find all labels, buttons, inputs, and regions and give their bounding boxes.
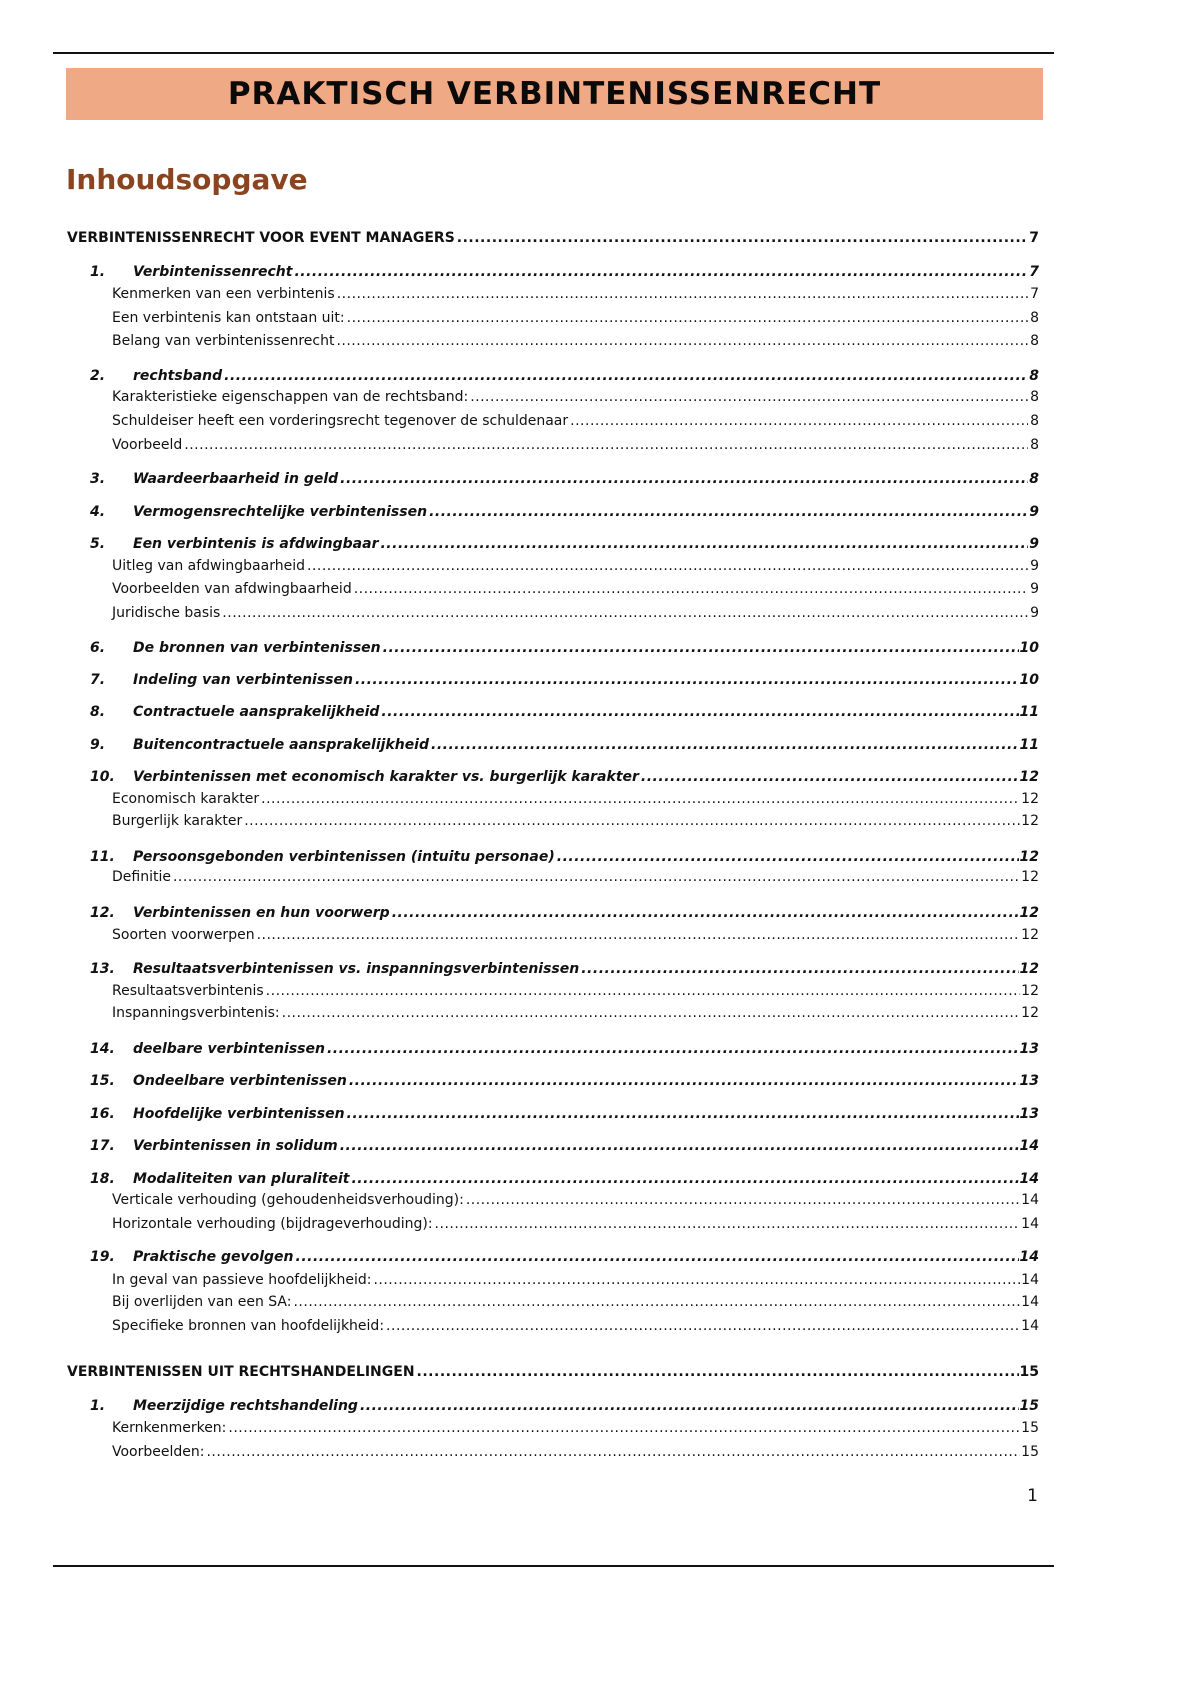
toc-entry-label: Specifieke bronnen van hoofdelijkheid: — [112, 1318, 385, 1334]
dot-leader — [349, 1072, 1019, 1090]
toc-entry-page: 14 — [1019, 1171, 1039, 1187]
toc-entry-page: 14 — [1021, 1192, 1039, 1208]
toc-subentry[interactable] — [112, 580, 1039, 598]
toc-entry-label: Schuldeiser heeft een vorderingsrecht tegenover de schuldenaar — [112, 413, 569, 429]
toc-entry-label: VERBINTENISSEN UIT RECHTSHANDELINGEN — [67, 1364, 415, 1380]
toc-entry-number: 3. — [90, 471, 106, 487]
toc-entry-label: Verbintenissen met economisch karakter vs. burgerlijk karakter — [133, 769, 639, 785]
dot-leader — [570, 412, 1028, 430]
toc-subentry[interactable] — [112, 412, 1039, 430]
toc-entry-number: 8. — [90, 704, 106, 720]
toc-entry-label: Verbintenissenrecht — [133, 264, 293, 280]
toc-entry-page: 15 — [1019, 1364, 1039, 1380]
toc-subentry[interactable] — [112, 388, 1039, 406]
toc-chapter-entry[interactable] — [90, 639, 1039, 657]
dot-leader — [337, 285, 1028, 303]
toc-chapter-entry[interactable] — [90, 1137, 1039, 1155]
toc-chapter-entry[interactable] — [90, 768, 1039, 786]
toc-entry-label: Persoonsgebonden verbintenissen (intuitu personae) — [133, 849, 555, 865]
toc-entry-label: Voorbeelden: — [112, 1444, 205, 1460]
toc-subentry[interactable] — [112, 1271, 1039, 1289]
dot-leader — [340, 470, 1028, 488]
toc-entry-page: 8 — [1030, 437, 1039, 453]
dot-leader — [266, 982, 1021, 1000]
toc-entry-page: 7 — [1030, 286, 1039, 302]
dot-leader — [641, 768, 1019, 786]
toc-entry-page: 13 — [1019, 1073, 1039, 1089]
dot-leader — [347, 309, 1028, 327]
dot-leader — [282, 1004, 1021, 1022]
toc-subentry[interactable] — [112, 1317, 1039, 1335]
dot-leader — [470, 388, 1028, 406]
dot-leader — [173, 868, 1020, 886]
dot-leader — [373, 1271, 1020, 1289]
dot-leader — [257, 926, 1021, 944]
bottom-rule — [53, 1565, 1054, 1567]
dot-leader — [354, 580, 1028, 598]
toc-entry-page: 12 — [1019, 905, 1039, 921]
toc-entry-label: deelbare verbintenissen — [133, 1041, 325, 1057]
toc-entry-page: 9 — [1030, 558, 1039, 574]
toc-entry-page: 13 — [1019, 1106, 1039, 1122]
toc-entry-page: 10 — [1019, 640, 1039, 656]
toc-entry-page: 9 — [1030, 581, 1039, 597]
toc-entry-page: 8 — [1030, 389, 1039, 405]
toc-subentry[interactable] — [112, 285, 1039, 303]
toc-entry-label: Juridische basis — [112, 605, 221, 621]
document-title: PRAKTISCH VERBINTENISSENRECHT — [227, 76, 882, 112]
toc-entry-page: 9 — [1029, 536, 1039, 552]
dot-leader — [581, 960, 1018, 978]
toc-entry-page: 9 — [1029, 504, 1039, 520]
toc-entry-page: 8 — [1030, 333, 1039, 349]
toc-entry-number: 5. — [90, 536, 106, 552]
dot-leader — [296, 1248, 1019, 1266]
toc-entry-page: 14 — [1021, 1318, 1039, 1334]
toc-entry-page: 12 — [1021, 1005, 1039, 1021]
toc-chapter-entry[interactable] — [90, 1170, 1039, 1188]
toc-entry-number: 4. — [90, 504, 106, 520]
toc-entry-page: 14 — [1019, 1249, 1039, 1265]
toc-entry-page: 13 — [1019, 1041, 1039, 1057]
toc-subentry[interactable] — [112, 790, 1039, 808]
toc-subentry[interactable] — [112, 926, 1039, 944]
dot-leader — [222, 604, 1028, 622]
toc-subentry[interactable] — [112, 309, 1039, 327]
dot-leader — [261, 790, 1020, 808]
toc-entry-page: 12 — [1019, 849, 1039, 865]
toc-subentry[interactable] — [112, 557, 1039, 575]
toc-entry-page: 12 — [1021, 813, 1039, 829]
dot-leader — [431, 736, 1019, 754]
toc-entry-number: 10. — [90, 769, 115, 785]
toc-subentry[interactable] — [112, 812, 1039, 830]
toc-entry-label: Kenmerken van een verbintenis — [112, 286, 335, 302]
toc-entry-label: Vermogensrechtelijke verbintenissen — [133, 504, 428, 520]
toc-entry-number: 18. — [90, 1171, 115, 1187]
toc-entry-label: Economisch karakter — [112, 791, 260, 807]
toc-entry-page: 12 — [1021, 869, 1039, 885]
toc-entry-label: Praktische gevolgen — [133, 1249, 294, 1265]
toc-chapter-entry[interactable] — [90, 367, 1039, 385]
toc-entry-number: 17. — [90, 1138, 115, 1154]
toc-entry-label: Voorbeeld — [112, 437, 183, 453]
dot-leader — [386, 1317, 1020, 1335]
toc-entry-label: Soorten voorwerpen — [112, 927, 255, 943]
dot-leader — [228, 1419, 1020, 1437]
toc-chapter-entry[interactable] — [90, 904, 1039, 922]
toc-entry-label: Resultaatsverbintenis — [112, 983, 264, 999]
toc-chapter-entry[interactable] — [90, 736, 1039, 754]
toc-entry-label: Ondeelbare verbintenissen — [133, 1073, 347, 1089]
toc-entry-label: Definitie — [112, 869, 171, 885]
toc-subentry[interactable] — [112, 604, 1039, 622]
toc-chapter-entry[interactable] — [90, 671, 1039, 689]
toc-entry-label: Burgerlijk karakter — [112, 813, 243, 829]
toc-entry-number: 1. — [90, 1398, 106, 1414]
toc-entry-page: 14 — [1021, 1272, 1039, 1288]
toc-entry-page: 9 — [1030, 605, 1039, 621]
toc-entry-label: Modaliteiten van pluraliteit — [133, 1171, 350, 1187]
toc-entry-number: 1. — [90, 264, 106, 280]
dot-leader — [557, 848, 1019, 866]
dot-leader — [380, 535, 1028, 553]
toc-entry-number: 6. — [90, 640, 106, 656]
toc-chapter-entry[interactable] — [90, 848, 1039, 866]
toc-entry-page: 11 — [1019, 704, 1039, 720]
toc-entry-page: 12 — [1019, 769, 1039, 785]
toc-entry-page: 11 — [1019, 737, 1039, 753]
dot-leader — [347, 1105, 1019, 1123]
toc-subentry[interactable] — [112, 1443, 1039, 1461]
toc-chapter-entry[interactable] — [90, 960, 1039, 978]
dot-leader — [294, 263, 1028, 281]
dot-leader — [392, 904, 1019, 922]
toc-entry-label: Bij overlijden van een SA: — [112, 1294, 292, 1310]
toc-chapter-entry[interactable] — [90, 1248, 1039, 1266]
toc-subentry[interactable] — [112, 1004, 1039, 1022]
dot-leader — [355, 671, 1019, 689]
toc-entry-label: De bronnen van verbintenissen — [133, 640, 381, 656]
toc-entry-page: 15 — [1019, 1398, 1039, 1414]
dot-leader — [457, 229, 1028, 247]
toc-entry-label: Kernkenmerken: — [112, 1420, 227, 1436]
toc-entry-label: Resultaatsverbintenissen vs. inspanningsverbintenissen — [133, 961, 580, 977]
toc-entry-label: Een verbintenis kan ontstaan uit: — [112, 310, 345, 326]
toc-entry-label: Meerzijdige rechtshandeling — [133, 1398, 358, 1414]
dot-leader — [327, 1040, 1019, 1058]
toc-entry-page: 10 — [1019, 672, 1039, 688]
toc-chapter-entry[interactable] — [90, 535, 1039, 553]
dot-leader — [383, 639, 1019, 657]
dot-leader — [351, 1170, 1018, 1188]
toc-chapter-entry[interactable] — [90, 263, 1039, 281]
toc-entry-page: 7 — [1029, 264, 1039, 280]
dot-leader — [244, 812, 1020, 830]
toc-entry-label: Voorbeelden van afdwingbaarheid — [112, 581, 352, 597]
toc-subentry[interactable] — [112, 982, 1039, 1000]
toc-entry-page: 14 — [1021, 1216, 1039, 1232]
toc-subentry[interactable] — [112, 436, 1039, 454]
toc-entry-label: Hoofdelijke verbintenissen — [133, 1106, 345, 1122]
toc-chapter-entry[interactable] — [90, 1072, 1039, 1090]
toc-chapter-entry[interactable] — [90, 1040, 1039, 1058]
toc-entry-label: Indeling van verbintenissen — [133, 672, 353, 688]
toc-entry-number: 12. — [90, 905, 115, 921]
toc-entry-label: In geval van passieve hoofdelijkheid: — [112, 1272, 372, 1288]
toc-entry-label: Horizontale verhouding (bijdrageverhouding): — [112, 1216, 433, 1232]
toc-entry-page: 8 — [1030, 413, 1039, 429]
toc-entry-label: Belang van verbintenissenrecht — [112, 333, 335, 349]
toc-entry-page: 8 — [1030, 310, 1039, 326]
toc-entry-label: Waardeerbaarheid in geld — [133, 471, 339, 487]
dot-leader — [340, 1137, 1019, 1155]
toc-entry-page: 12 — [1021, 927, 1039, 943]
toc-entry-page: 8 — [1029, 471, 1039, 487]
dot-leader — [360, 1397, 1019, 1415]
toc-entry-number: 15. — [90, 1073, 115, 1089]
toc-chapter-entry[interactable] — [90, 503, 1039, 521]
toc-subentry[interactable] — [112, 332, 1039, 350]
toc-entry-page: 12 — [1021, 791, 1039, 807]
toc-entry-page: 12 — [1019, 961, 1039, 977]
toc-entry-page: 15 — [1021, 1444, 1039, 1460]
toc-entry-page: 7 — [1029, 230, 1039, 246]
toc-section-entry[interactable] — [67, 229, 1039, 247]
toc-entry-number: 7. — [90, 672, 106, 688]
toc-entry-label: Verbintenissen en hun voorwerp — [133, 905, 390, 921]
toc-entry-page: 15 — [1021, 1420, 1039, 1436]
dot-leader — [224, 367, 1028, 385]
toc-entry-label: Inspanningsverbintenis: — [112, 1005, 280, 1021]
toc-subentry[interactable] — [112, 868, 1039, 886]
toc-entry-page: 14 — [1021, 1294, 1039, 1310]
toc-entry-page: 12 — [1021, 983, 1039, 999]
toc-entry-label: rechtsband — [133, 368, 223, 384]
toc-heading: Inhoudsopgave — [66, 163, 308, 196]
toc-entry-label: Een verbintenis is afdwingbaar — [133, 536, 379, 552]
toc-entry-label: Karakteristieke eigenschappen van de rechtsband: — [112, 389, 469, 405]
toc-entry-number: 9. — [90, 737, 106, 753]
toc-entry-label: Buitencontractuele aansprakelijkheid — [133, 737, 430, 753]
dot-leader — [417, 1363, 1019, 1381]
toc-entry-number: 13. — [90, 961, 115, 977]
toc-chapter-entry[interactable] — [90, 1397, 1039, 1415]
toc-chapter-entry[interactable] — [90, 470, 1039, 488]
page-number: 1 — [1027, 1486, 1038, 1506]
toc-subentry[interactable] — [112, 1191, 1039, 1209]
toc-chapter-entry[interactable] — [90, 1105, 1039, 1123]
toc-entry-number: 2. — [90, 368, 106, 384]
dot-leader — [293, 1293, 1020, 1311]
toc-entry-page: 14 — [1019, 1138, 1039, 1154]
toc-entry-number: 14. — [90, 1041, 115, 1057]
toc-entry-page: 8 — [1029, 368, 1039, 384]
toc-entry-label: Contractuele aansprakelijkheid — [133, 704, 380, 720]
toc-subentry[interactable] — [112, 1215, 1039, 1233]
toc-section-entry[interactable] — [67, 1363, 1039, 1381]
dot-leader — [336, 332, 1028, 350]
dot-leader — [429, 503, 1028, 521]
toc-entry-number: 16. — [90, 1106, 115, 1122]
toc-chapter-entry[interactable] — [90, 703, 1039, 721]
dot-leader — [466, 1191, 1020, 1209]
toc-entry-label: Uitleg van afdwingbaarheid — [112, 558, 305, 574]
dot-leader — [435, 1215, 1021, 1233]
toc-entry-label: Verticale verhouding (gehoudenheidsverhouding): — [112, 1192, 464, 1208]
toc-entry-label: Verbintenissen in solidum — [133, 1138, 338, 1154]
toc-entry-label: VERBINTENISSENRECHT VOOR EVENT MANAGERS — [67, 230, 455, 246]
dot-leader — [206, 1443, 1020, 1461]
toc-entry-number: 19. — [90, 1249, 115, 1265]
toc-subentry[interactable] — [112, 1419, 1039, 1437]
dot-leader — [381, 703, 1018, 721]
toc-entry-number: 11. — [90, 849, 115, 865]
toc-subentry[interactable] — [112, 1293, 1039, 1311]
dot-leader — [307, 557, 1028, 575]
dot-leader — [184, 436, 1028, 454]
